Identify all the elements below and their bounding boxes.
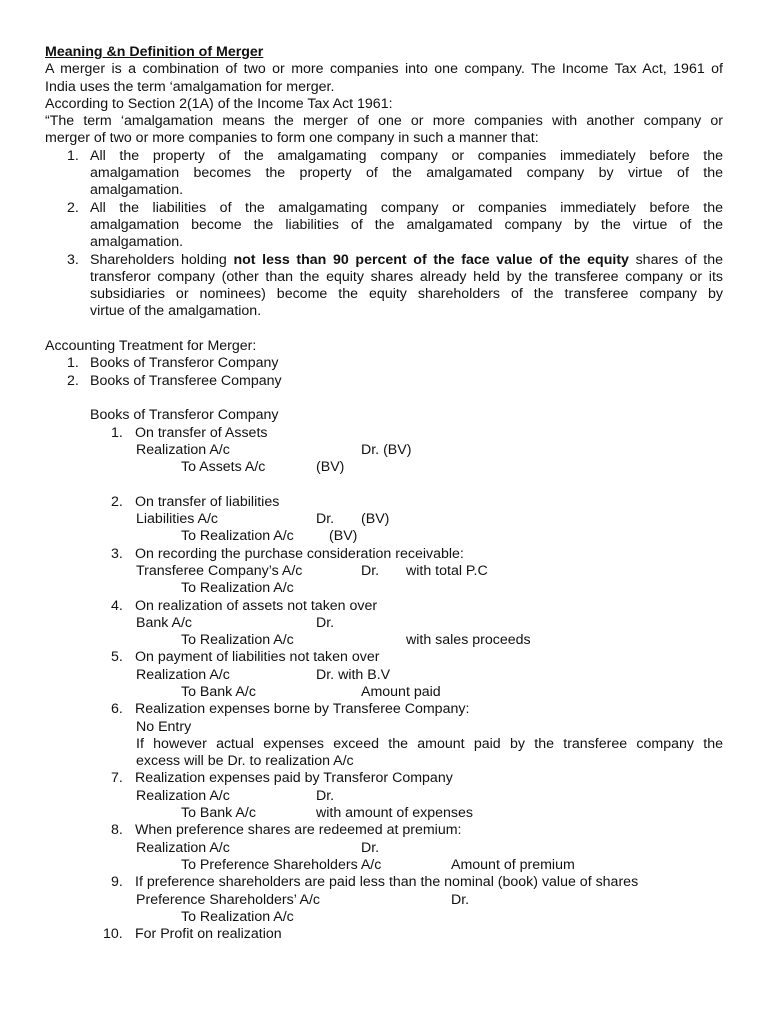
condition-item [45, 148, 723, 200]
condition-line [90, 252, 723, 269]
journal-debit-line [45, 667, 723, 684]
list-number: 3. [111, 545, 123, 562]
debit-account: Bank A/c [136, 614, 192, 631]
journal-col3: Dr. [451, 891, 470, 908]
entry-title [45, 926, 723, 943]
condition-line: virtue of the amalgamation. [90, 303, 262, 320]
list-number: 6. [111, 701, 123, 718]
journal-col3: with total P.C [406, 562, 488, 579]
entry-extra-line: excess will be Dr. to realization A/c [136, 753, 354, 770]
debit-account: Realization A/c [136, 839, 230, 856]
debit-account: Realization A/c [136, 666, 230, 683]
journal-credit-line [45, 909, 723, 926]
credit-account: To Preference Shareholders A/c [181, 856, 382, 873]
entry-title-text: Realization expenses borne by Transferee Company: [135, 701, 470, 718]
entry-title-text: For Profit on realization [135, 926, 282, 943]
entry-title-text: When preference shares are redeemed at premium: [135, 822, 462, 839]
condition-item [45, 252, 723, 321]
entry-title [45, 425, 723, 442]
journal-col2: Dr. [316, 614, 335, 631]
journal-col3: Dr. [361, 839, 380, 856]
journal-col2: Dr. [316, 511, 335, 528]
condition-line: transferor company (other than the equity shares already held by the transferee company or its [90, 268, 723, 285]
entry-title [45, 822, 723, 839]
journal-col3: with amount of expenses [316, 805, 473, 822]
entry-title [45, 494, 723, 511]
condition-line: All the liabilities of the amalgamating company or companies immediately before the [90, 199, 723, 216]
list-number: 7. [111, 770, 123, 787]
credit-account: To Realization A/c [181, 632, 294, 649]
debit-account: Realization A/c [136, 787, 230, 804]
list-number: 1. [111, 424, 123, 441]
intro-line: “The term ‘amalgamation means the merger of one or more companies with another company or [45, 113, 723, 130]
document-page [45, 44, 723, 943]
entry-title [45, 598, 723, 615]
journal-col2: Dr. [361, 562, 380, 579]
credit-account: To Bank A/c [181, 805, 256, 822]
entry-title-text: On payment of liabilities not taken over [135, 649, 380, 666]
journal-credit-line [45, 580, 723, 597]
journal-credit-line [45, 805, 723, 822]
intro-line: merger of two or more companies to form one company in such a manner that: [45, 130, 539, 147]
entry-title-text: If preference shareholders are paid less than the nominal (book) value of shares [135, 874, 639, 891]
list-number: 2. [111, 493, 123, 510]
entry-title [45, 770, 723, 787]
journal-col2: (BV) [316, 459, 345, 476]
condition-line: amalgamation become the liabilities of the amalgamated company by the virtue of the [90, 216, 723, 233]
entry-title [45, 701, 723, 718]
journal-debit-line [45, 563, 723, 580]
bold-emphasis: not less than 90 percent of the face value of the equity [233, 251, 629, 268]
entry-title-text: On transfer of liabilities [135, 493, 280, 510]
credit-account: To Realization A/c [181, 528, 294, 545]
list-number: 10. [103, 926, 123, 943]
debit-account: Liabilities A/c [136, 511, 219, 528]
journal-debit-line [45, 840, 723, 857]
accounting-item-text: Books of Transferee Company [90, 372, 282, 389]
condition-text: Shareholders holding [90, 251, 234, 268]
list-number: 1. [67, 147, 79, 164]
condition-line: amalgamation. [90, 234, 184, 251]
document-title: Meaning &n Definition of Merger [45, 44, 264, 60]
list-number: 3. [67, 251, 79, 268]
list-number: 9. [111, 874, 123, 891]
condition-line: All the property of the amalgamating company or companies immediately before the [90, 147, 723, 164]
list-number: 2. [67, 372, 79, 389]
list-number: 8. [111, 822, 123, 839]
condition-item [45, 200, 723, 252]
journal-credit-line [45, 459, 723, 476]
journal-col2: Dr. [316, 787, 335, 804]
journal-debit-line [45, 511, 723, 528]
entry-title [45, 874, 723, 891]
list-number: 2. [67, 199, 79, 216]
entry-title-text: On recording the purchase consideration receivable: [135, 545, 464, 562]
entry-title-text: Realization expenses paid by Transferor Company [135, 770, 453, 787]
journal-col3: Amount of premium [451, 856, 575, 873]
credit-account: To Realization A/c [181, 580, 294, 597]
journal-col3: Amount paid [361, 683, 441, 700]
credit-account: To Assets A/c [181, 459, 266, 476]
entry-title [45, 546, 723, 563]
journal-debit-line [45, 892, 723, 909]
entry-title [45, 649, 723, 666]
conditions-list [45, 148, 723, 321]
condition-line: amalgamation. [90, 182, 184, 199]
condition-line: subsidiaries or nominees) become the equity shareholders of the transferee company by [90, 286, 723, 303]
condition-text: shares of the [628, 251, 723, 268]
entry-title-text: On transfer of Assets [135, 424, 268, 441]
journal-credit-line [45, 684, 723, 701]
debit-account: Realization A/c [136, 441, 230, 458]
credit-account: To Realization A/c [181, 908, 294, 925]
journal-credit-line [45, 632, 723, 649]
intro-paragraph [45, 61, 723, 147]
credit-account: To Bank A/c [181, 683, 256, 700]
journal-credit-line [45, 857, 723, 874]
journal-col2: (BV) [329, 528, 358, 545]
intro-line: A merger is a combination of two or more companies into one company. The Income Tax Act, 1961 of [45, 61, 723, 78]
accounting-item [45, 373, 723, 390]
list-number: 4. [111, 597, 123, 614]
journal-debit-line [45, 442, 723, 459]
accounting-item [45, 355, 723, 372]
accounting-heading: Accounting Treatment for Merger: [45, 338, 257, 355]
entry-note: No Entry [136, 718, 192, 735]
journal-credit-line [45, 528, 723, 545]
entry-title-text: On realization of assets not taken over [135, 597, 378, 614]
intro-line: According to Section 2(1A) of the Income Tax Act 1961: [45, 95, 393, 112]
journal-debit-line [45, 788, 723, 805]
list-number: 1. [67, 355, 79, 372]
journal-col3: (BV) [361, 511, 390, 528]
intro-line: India uses the term ‘amalgamation for merger. [45, 78, 335, 95]
debit-account: Transferee Company’s A/c [136, 562, 303, 579]
sub-heading: Books of Transferor Company [90, 407, 279, 424]
accounting-item-text: Books of Transferor Company [90, 355, 279, 372]
journal-col3: with sales proceeds [406, 632, 531, 649]
journal-col3: Dr. (BV) [361, 441, 412, 458]
journal-col2: Dr. with B.V [316, 666, 391, 683]
list-number: 5. [111, 649, 123, 666]
entry-extra-line: If however actual expenses exceed the amount paid by the transferee company the [136, 735, 723, 752]
journal-debit-line [45, 615, 723, 632]
debit-account: Preference Shareholders’ A/c [136, 891, 321, 908]
condition-line: amalgamation becomes the property of the amalgamated company by virtue of the [90, 165, 723, 182]
